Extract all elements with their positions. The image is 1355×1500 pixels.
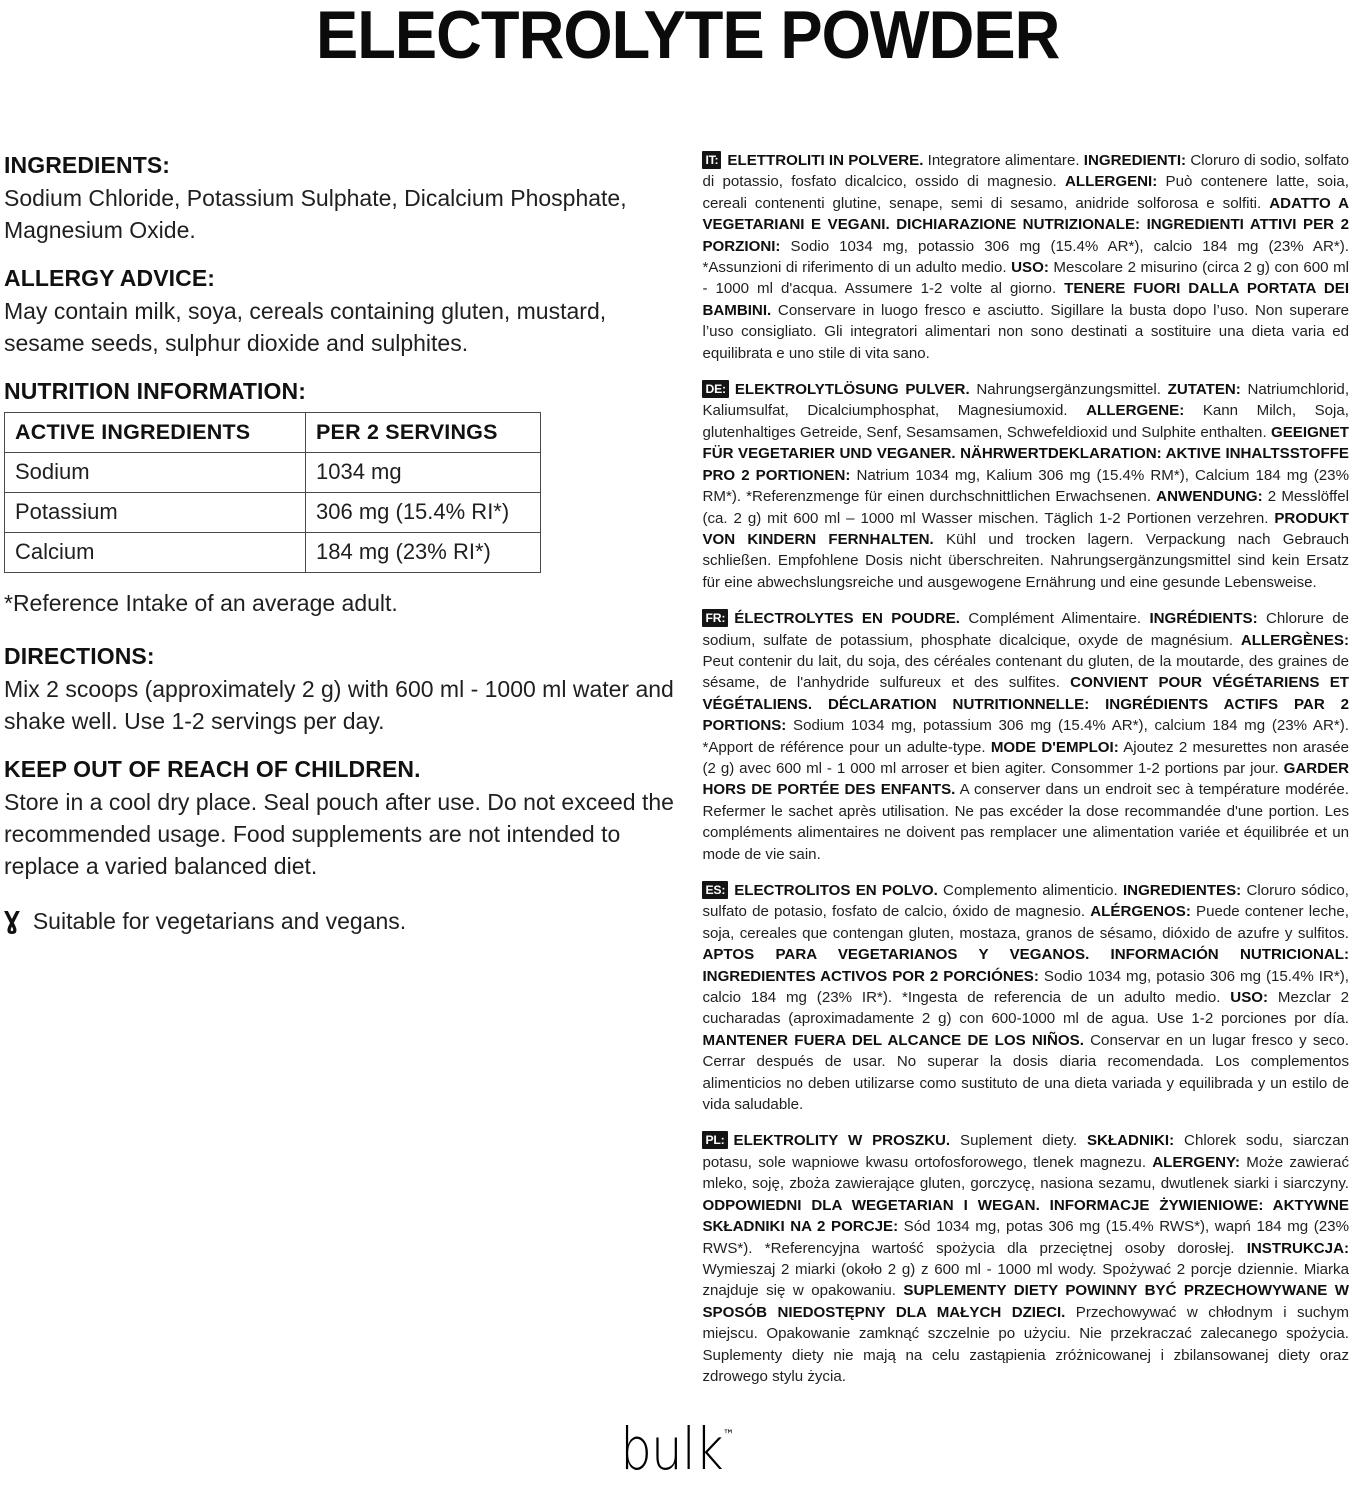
ingredients-heading: INGREDIENTS: [4, 152, 171, 178]
label-columns [0, 78, 1355, 1387]
nutrition-section [4, 376, 684, 619]
vegetarian-vegan-row [4, 906, 684, 936]
table-header-per-2-servings: PER 2 SERVINGS [306, 413, 541, 453]
lang-tag-de: DE: [702, 380, 728, 398]
nutrition-heading: NUTRITION INFORMATION: [4, 378, 307, 404]
directions-body: Mix 2 scoops (approximately 2 g) with 600 ml - 1000 ml water and shake well. Use 1-2 servings per day. [4, 676, 674, 734]
keep-out-section [4, 754, 684, 882]
allergy-heading: ALLERGY ADVICE: [4, 265, 216, 291]
english-column [4, 78, 702, 936]
allergy-body: May contain milk, soya, cereals containing gluten, mustard, sesame seeds, sulphur dioxide and sulphites. [4, 298, 607, 356]
bulk-logo [620, 1407, 735, 1483]
language-text-fr: ÉLECTROLYTES EN POUDRE. Complément Alimentaire. INGRÉDIENTS: Chlorure de sodium, sulfate de potassium, phosphate dicalcique, oxyde de magnésium. ALLERGÈNES: Peut contenir du lait, du soja, des céréales contenant du gluten, de la moutarde, des graines de sésame, de l'anhydride sulfureux et des sulfites. CONVIENT POUR VÉGÉTARIENS ET VÉGÉTALIENS. DÉCLARATION NUTRITIONNELLE: INGRÉDIENTS ACTIFS PAR 2 PORTIONS: Sodium 1034 mg, potassium 306 mg (15.4% AR*), calcium 184 mg (23% AR*). *Apport de référence pour un adulte-type. MODE D'EMPLOI: Ajoutez 2 mesurettes non arasée (2 g) avec 600 ml - 1 000 ml arroser et bien agiter. Consommer 1-2 portions par jour. GARDER HORS DE PORTÉE DES ENFANTS. A conserver dans un endroit sec à température modérée. Refermer le sachet après utilisation. Ne pas excéder la dose recommandée d'une portion. Les compléments alimentaires ne doivent pas remplacer une alimentation variée et équilibrée et un mode de vie sain. [702, 610, 1350, 863]
language-block-it [702, 150, 1349, 364]
table-cell-amount: 1034 mg [306, 453, 541, 493]
lang-tag-it: IT: [702, 151, 721, 169]
language-block-de [702, 379, 1349, 593]
language-text-es: ELECTROLITOS EN POLVO. Complemento alimenticio. INGREDIENTES: Cloruro sódico, sulfato de potasio, fosfato de calcio, óxido de magnesio. ALÉRGENOS: Puede contener leche, soja, cereales que contengan gluten, mostaza, granos de sésamo, dióxido de azufre y sulfitos. APTOS PARA VEGETARIANOS Y VEGANOS. INFORMACIÓN NUTRICIONAL: INGREDIENTES ACTIVOS POR 2 PORCIÓNES: Sodio 1034 mg, potasio 306 mg (15.4% IR*), calcio 184 mg (23% IR*). *Ingesta de referencia de un adulto medio. USO: Mezclar 2 cucharadas (aproximadamente 2 g) con 600-1000 ml de agua. Use 1-2 porciones por día. MANTENER FUERA DEL ALCANCE DE LOS NIÑOS. Conservar en un lugar fresco y seco. Cerrar después de usar. No superar la dosis diaria recomendada. Los complementos alimenticios no deben utilizarse como sustituto de una dieta variada y equilibrada y un estilo de vida saludable. [702, 882, 1349, 1114]
keep-out-body: Store in a cool dry place. Seal pouch after use. Do not exceed the recommended usage. Food supplements are not intended to replace a varied balanced diet. [4, 789, 674, 879]
table-cell-nutrient: Calcium [5, 533, 306, 573]
table-cell-nutrient: Potassium [5, 493, 306, 533]
table-row [5, 493, 541, 533]
reference-intake-note: *Reference Intake of an average adult. [4, 590, 398, 616]
ingredients-section [4, 150, 684, 246]
lang-tag-pl: PL: [702, 1131, 727, 1149]
table-row [5, 453, 541, 493]
table-cell-amount: 306 mg (15.4% RI*) [306, 493, 541, 533]
language-text-de: ELEKTROLYTLÖSUNG PULVER. Nahrungsergänzungsmittel. ZUTATEN: Natriumchlorid, Kaliumsulfat, Dicalciumphosphat, Magnesiumoxid. ALLERGENE: Kann Milch, Soja, glutenhaltiges Getreide, Senf, Sesamsamen, Schwefeldioxid und Sulphite enthalten. GEEIGNET FÜR VEGETARIER UND VEGANER. NÄHRWERTDEKLARATION: AKTIVE INHALTSSTOFFE PRO 2 PORTIONEN: Natrium 1034 mg, Kalium 306 mg (15.4% RM*), Calcium 184 mg (23% RM*). *Referenzmenge für einen durchschnittlichen Erwachsenen. ANWENDUNG: 2 Messlöffel (ca. 2 g) mit 600 ml – 1000 ml Wasser mischen. Täglich 1-2 Portionen verzehren. PRODUKT VON KINDERN FERNHALTEN. Kühl und trocken lagern. Verpackung nach Gebrauch schließen. Empfohlene Dosis nicht überschreiten. Nahrungsergänzungsmittel sind kein Ersatz für eine abwechslungsreiche und ausgewogene Ernährung und eine gesunde Lebensweise. [702, 381, 1350, 591]
language-block-es [702, 880, 1349, 1115]
table-header-active-ingredients: ACTIVE INGREDIENTS [5, 413, 306, 453]
directions-section [4, 641, 684, 737]
table-cell-nutrient: Sodium [5, 453, 306, 493]
multilingual-column [702, 78, 1349, 1387]
page-title: ELECTROLYTE POWDER [315, 0, 1060, 73]
language-block-fr [702, 608, 1349, 865]
nutrition-table [4, 412, 541, 573]
lang-tag-fr: FR: [702, 609, 728, 627]
language-block-pl [702, 1130, 1349, 1387]
ingredients-body: Sodium Chloride, Potassium Sulphate, Dicalcium Phosphate, Magnesium Oxide. [4, 185, 627, 243]
footer [0, 1407, 1355, 1483]
bulk-wordmark: bulk [620, 1415, 724, 1483]
title-bar [0, 0, 1355, 78]
allergy-section [4, 263, 684, 359]
language-text-it: ELETTROLITI IN POLVERE. Integratore alimentare. INGREDIENTI: Cloruro di sodio, solfato di potassio, fosfato dicalcico, ossido di magnesio. ALLERGENI: Può contenere latte, soia, cereali contenenti glutine, senape, semi di sesamo, anidride solforosa e solfiti. ADATTO A VEGETARIANI E VEGANI. DICHIARAZIONE NUTRIZIONALE: INGREDIENTI ATTIVI PER 2 PORZIONI: Sodio 1034 mg, potassio 306 mg (15.4% AR*), calcio 184 mg (23% AR*). *Assunzioni di riferimento di un adulto medio. USO: Mescolare 2 misurino (circa 2 g) con 600 ml - 1000 ml d'acqua. Assumere 1-2 volte al giorno. TENERE FUORI DALLA PORTATA DEI BAMBINI. Conservare in luogo fresco e asciutto. Sigillare la busta dopo l’uso. Non superare l’uso consigliato. Gli integratori alimentari non sono destinati a sostituire una dieta varia ed equilibrata e uno stile di vita sano. [702, 152, 1350, 362]
trademark-icon: ™ [723, 1428, 735, 1443]
table-cell-amount: 184 mg (23% RI*) [306, 533, 541, 573]
lang-tag-es: ES: [702, 881, 728, 899]
language-text-pl: ELEKTROLITY W PROSZKU. Suplement diety. SKŁADNIKI: Chlorek sodu, siarczan potasu, sole wapniowe kwasu ortofosforowego, tlenek magnezu. ALERGENY: Może zawierać mleko, soję, zboża zawierające gluten, gorczycę, nasiona sezamu, dwutlenek siarki i siarczyny. ODPOWIEDNI DLA WEGETARIAN I WEGAN. INFORMACJE ŻYWIENIOWE: AKTYWNE SKŁADNIKI NA 2 PORCJE: Sód 1034 mg, potas 306 mg (15.4% RWS*), wapń 184 mg (23% RWS*). *Referencyjna wartość spożycia dla przeciętnej osoby dorosłej. INSTRUKCJA: Wymieszaj 2 miarki (około 2 g) z 600 ml - 1000 ml wody. Spożywać 2 porcje dziennie. Miarka znajduje się w opakowaniu. SUPLEMENTY DIETY POWINNY BYĆ PRZECHOWYWANE W SPOSÓB NIEDOSTĘPNY DLA MAŁYCH DZIECI. Przechowywać w chłodnym i suchym miejscu. Opakowanie zamknąć szczelnie po użyciu. Nie przekraczać zalecanego spożycia. Suplementy diety nie mają na celu zastąpienia zróżnicowanej i zbilansowanej diety oraz zdrowego stylu życia. [702, 1132, 1350, 1385]
directions-heading: DIRECTIONS: [4, 643, 155, 669]
vegetarian-vegan-text: Suitable for vegetarians and vegans. [32, 908, 407, 934]
vegetarian-v-icon: Ɣ [4, 906, 20, 935]
table-row [5, 533, 541, 573]
table-header-row [5, 413, 541, 453]
keep-out-heading: KEEP OUT OF REACH OF CHILDREN. [4, 756, 421, 782]
